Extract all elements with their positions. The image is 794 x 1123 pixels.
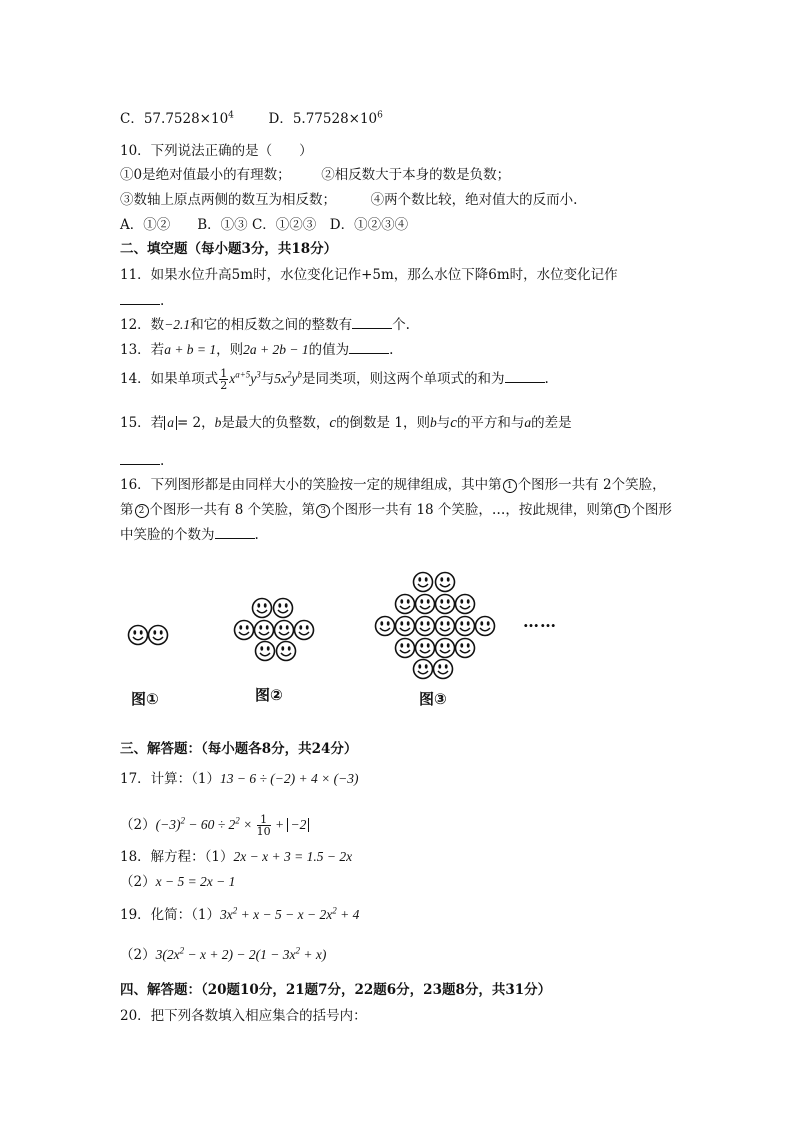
q20-text: 20．把下列各数填入相应集合的括号内：	[120, 1008, 367, 1024]
smiley-face-icon	[436, 639, 455, 658]
smiley-face-icon	[434, 660, 453, 679]
q13-expression: 2a + 2b − 1	[243, 342, 309, 357]
smiley-face-icon	[436, 617, 455, 636]
smiley-face-icon	[416, 639, 435, 658]
q19-part-1: 19．化简：$(1)3x^2 + x - 5 - x - 2x^2 + 4$	[120, 905, 360, 923]
smiley-figures	[0, 560, 794, 700]
answer-blank[interactable]	[120, 292, 160, 305]
smiley-face-icon	[414, 660, 433, 679]
q11-answer: .	[120, 292, 164, 310]
smiley-face-icon	[414, 573, 433, 592]
figure-2-label: 图②	[255, 686, 283, 704]
q10-statement-3: ③数轴上原点两侧的数互为相反数；	[120, 192, 336, 208]
smiley-face-icon	[416, 595, 435, 614]
section-4-title: 四、解答题：（20题10分，21题7分，22题6分，23题8分，共31分）	[120, 982, 552, 998]
answer-blank[interactable]	[120, 452, 160, 465]
q17-abs: −2	[287, 818, 309, 832]
q11-text: 11．如果水位升高5m时，水位变化记作+5m，那么水位下降6m时，水位变化记作	[120, 267, 618, 283]
smiley-face-icon	[253, 599, 272, 618]
smiley-face-icon	[277, 642, 296, 661]
q16-line-2: 第 2 个图形一共有 8 个笑脸，第 3 个图形一共有 18 个笑脸，…，按此规律，则第 11 个图形	[120, 502, 672, 518]
q15: 15．若 a = 2，b是最大的负整数，c的倒数是 1，则b与c的平方和与a的差是	[120, 415, 572, 431]
smiley-face-icon	[256, 642, 275, 661]
smiley-face-icon	[235, 621, 254, 640]
q10-statement-2: ②相反数大于本身的数是负数；	[321, 167, 511, 183]
answer-blank[interactable]	[352, 316, 392, 329]
smiley-face-icon	[274, 599, 293, 618]
smiley-face-icon	[436, 573, 455, 592]
q16-line-1: 16．下列图形都是由同样大小的笑脸按一定的规律组成，其中第 1 个图形一共有 2个笑脸，	[120, 477, 666, 493]
circled-number-2: 2	[135, 504, 149, 518]
smiley-face-icon	[456, 639, 475, 658]
q9-options	[120, 110, 383, 128]
q18-part-1: 18．解方程：（1）2x − x + 3 = 1.5 − 2x	[120, 849, 353, 865]
q19-expression-1: $3x^2 + x - 5 - x - 2x^2 + 4$	[220, 905, 360, 922]
q14: 14．如果单项式 $\frac{1}{2}$ $x^{a+5}y^3$与$5x^2y^b$是同类项，则这两个单项式的和为 .	[120, 367, 549, 392]
option-d-value: $5.77528\times 10^6$	[292, 110, 383, 127]
figure-1-label: 图①	[131, 690, 159, 708]
q15-answer: .	[120, 452, 164, 470]
smiley-face-icon	[436, 595, 455, 614]
smiley-face-icon	[456, 595, 475, 614]
q18-equation-2: x − 5 = 2x − 1	[155, 874, 236, 889]
q10-statement-4: ④两个数比较，绝对值大的反而小.	[370, 192, 578, 208]
q18-part-2: （2）x − 5 = 2x − 1	[120, 874, 236, 890]
q10-statements-1-2	[120, 166, 510, 184]
smiley-face-icon	[476, 617, 495, 636]
smiley-face-icon	[456, 617, 475, 636]
q17-expression-2: $(-3)^2 - 60 \div 2^2$ ×	[155, 815, 256, 832]
q12-number: −2.1	[164, 317, 191, 332]
option-c-label: C．	[120, 111, 144, 127]
option-c-value: $57.7528\times 10^4$	[143, 110, 234, 127]
smiley-face-icon	[129, 626, 148, 645]
smiley-face-icon	[396, 617, 415, 636]
smiley-face-icon	[396, 595, 415, 614]
smiley-face-icon	[275, 621, 294, 640]
q10-statements-3-4	[120, 191, 577, 209]
smiley-face-icon	[396, 639, 415, 658]
q14-monomial-2: $5x^2y^b$	[274, 369, 303, 386]
answer-blank[interactable]	[505, 370, 545, 383]
option-d-label: D．	[268, 111, 293, 127]
smiley-face-icon	[416, 617, 435, 636]
smiley-face-icon	[149, 626, 168, 645]
q14-monomial-1: $x^{a+5}y^3$	[229, 369, 261, 386]
ellipsis: ……	[523, 612, 557, 631]
q18-equation-1: 2x − x + 3 = 1.5 − 2x	[233, 849, 353, 864]
q14-fraction: $\frac{1}{2}$	[220, 367, 228, 392]
section-3-title: 三、解答题：（每小题各8分，共24分）	[120, 741, 358, 757]
q16-line-3: 中笑脸的个数为 .	[120, 527, 259, 543]
q13: 13．若a + b = 1，则2a + 2b − 1的值为 .	[120, 342, 394, 358]
q10-options: A．①② B．①③ C．①②③ D．①②③④	[120, 217, 409, 233]
answer-blank[interactable]	[349, 341, 389, 354]
q15-abs: a	[164, 416, 177, 430]
circled-number-11: 11	[614, 504, 630, 518]
q13-condition: a + b = 1	[164, 342, 217, 357]
circled-number-3: 3	[316, 504, 330, 518]
q19-part-2: $(2)3(2x^2 - x + 2) - 2(1 - 3x^2 + x)$	[120, 945, 327, 963]
q10-statement-1: ①0是绝对值最小的有理数；	[120, 167, 291, 183]
circled-number-1: 1	[503, 479, 517, 493]
q12: 12．数−2.1和它的相反数之间的整数有 个.	[120, 317, 410, 333]
section-2-title: 二、填空题（每小题3分，共18分）	[120, 241, 338, 257]
q17-fraction: $\frac{1}{10}$	[256, 813, 271, 838]
q10-stem: 10．下列说法正确的是（ ）	[120, 143, 313, 159]
answer-blank[interactable]	[215, 526, 255, 539]
q17-expression-1: 13 − 6 ÷ (−2) + 4 × (−3)	[220, 771, 359, 786]
q19-expression-2: $3(2x^2 - x + 2) - 2(1 - 3x^2 + x)$	[155, 945, 327, 962]
q17-part-1: 17．计算：（1）13 − 6 ÷ (−2) + 4 × (−3)	[120, 771, 359, 787]
smiley-face-icon	[255, 621, 274, 640]
smiley-face-icon	[376, 617, 395, 636]
q17-part-2: $(2)(-3)^2 - 60 \div 2^2$ × $\frac{1}{10}$ + −2	[120, 812, 309, 838]
figure-3-label: 图③	[419, 690, 447, 708]
smiley-face-icon	[295, 621, 314, 640]
